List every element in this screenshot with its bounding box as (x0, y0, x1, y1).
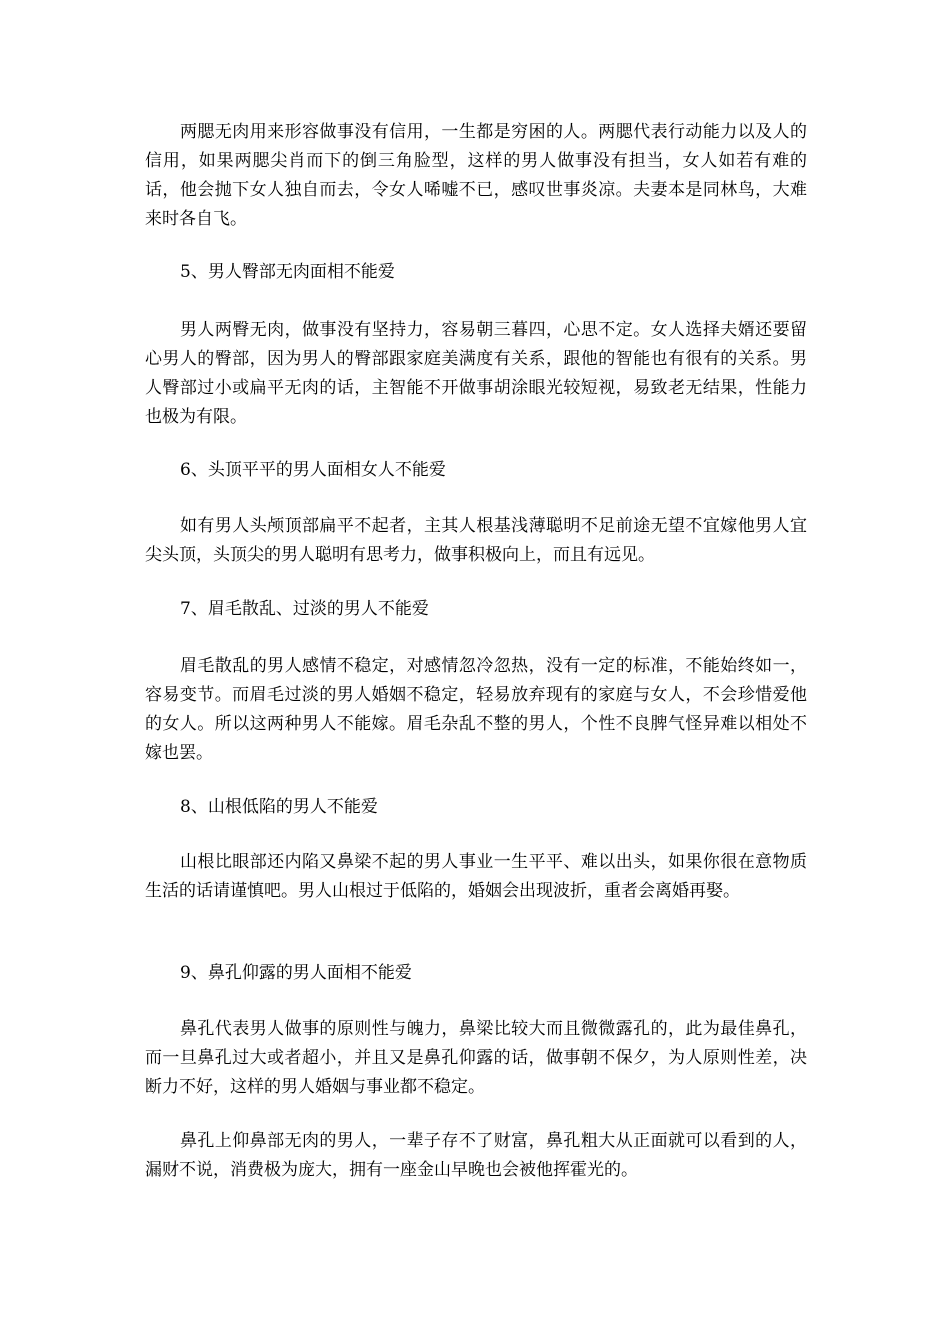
heading-item-8: 8、山根低陷的男人不能爱 (180, 797, 378, 817)
heading-item-6: 6、头顶平平的男人面相女人不能爱 (180, 460, 446, 480)
paragraph-nostrils: 鼻孔代表男人做事的原则性与魄力，鼻梁比较大而且微微露孔的，此为最佳鼻孔，而一旦鼻孔过大或者超小，并且又是鼻孔仰露的话，做事朝不保夕，为人原则性差，决断力不好，这样的男人婚姻与事业都不稳定。 (145, 1019, 807, 1097)
heading-item-7: 7、眉毛散乱、过淡的男人不能爱 (180, 599, 429, 619)
paragraph-buttocks: 男人两臀无肉，做事没有坚持力，容易朝三暮四，心思不定。女人选择夫婿还要留心男人的臀部，因为男人的臀部跟家庭美满度有关系，跟他的智能也有很有的关系。男人臀部过小或扁平无肉的话，主智能不开做事胡涂眼光较短视，易致老无结果，性能力也极为有限。 (145, 320, 807, 427)
heading-item-9: 9、鼻孔仰露的男人面相不能爱 (180, 963, 412, 983)
paragraph-two-cheeks: 两腮无肉用来形容做事没有信用，一生都是穷困的人。两腮代表行动能力以及人的信用，如果两腮尖肖而下的倒三角脸型，这样的男人做事没有担当，女人如若有难的话，他会抛下女人独自而去，令女人唏嘘不已，感叹世事炎凉。夫妻本是同林鸟，大难来时各自飞。 (145, 122, 807, 229)
paragraph-nostrils-upturned: 鼻孔上仰鼻部无肉的男人，一辈子存不了财富，鼻孔粗大从正面就可以看到的人，漏财不说，消费极为庞大，拥有一座金山早晚也会被他挥霍光的。 (145, 1131, 807, 1180)
paragraph-head-top: 如有男人头颅顶部扁平不起者，主其人根基浅薄聪明不足前途无望不宜嫁他男人宜尖头顶，头顶尖的男人聪明有思考力，做事积极向上，而且有远见。 (145, 516, 807, 565)
paragraph-nose-bridge: 山根比眼部还内陷又鼻梁不起的男人事业一生平平、难以出头，如果你很在意物质生活的话请谨慎吧。男人山根过于低陷的，婚姻会出现波折，重者会离婚再娶。 (145, 852, 807, 901)
heading-item-5: 5、男人臀部无肉面相不能爱 (180, 262, 395, 282)
paragraph-eyebrows: 眉毛散乱的男人感情不稳定，对感情忽冷忽热，没有一定的标准，不能始终如一，容易变节。而眉毛过淡的男人婚姻不稳定，轻易放弃现有的家庭与女人，不会珍惜爱他的女人。所以这两种男人不能嫁。眉毛杂乱不整的男人，个性不良脾气怪异难以相处不嫁也罢。 (145, 656, 807, 763)
